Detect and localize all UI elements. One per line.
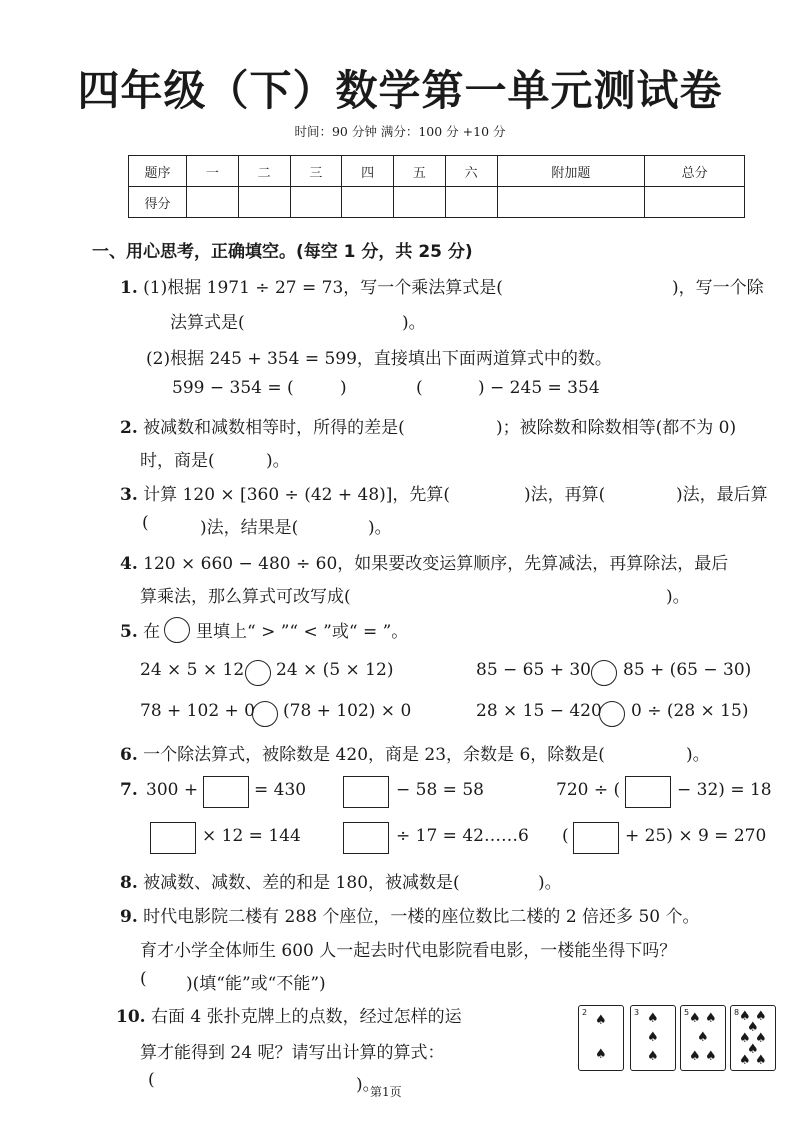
- score-cell[interactable]: [394, 187, 446, 218]
- question-2-line-1-end: )；被除数和除数相等(都不为 0): [496, 418, 737, 438]
- score-header-cell: 三: [290, 156, 342, 187]
- question-text: 时代电影院二楼有 288 个座位，一楼的座位数比二楼的 2 倍还多 50 个。: [143, 907, 700, 927]
- question-number: 8.: [120, 873, 138, 893]
- spade-icon: ♠: [647, 1030, 659, 1045]
- score-header-cell: 附加题: [497, 156, 645, 187]
- compare-left: 85 − 65 + 30: [476, 660, 591, 680]
- page-title: 四年级（下）数学第一单元测试卷: [77, 66, 723, 115]
- question-1-line-1-end: )，写一个除: [672, 278, 764, 298]
- score-table: [128, 155, 745, 218]
- compare-right: 0 ÷ (28 × 15): [631, 701, 749, 721]
- question-9-line-3: (: [140, 969, 147, 989]
- question-text: 右面 4 张扑克牌上的点数，经过怎样的运: [150, 1007, 462, 1027]
- score-cell[interactable]: [445, 187, 497, 218]
- spade-icon: ♠: [595, 1013, 607, 1028]
- comparison-circle[interactable]: [245, 660, 271, 686]
- equation-part: + 25) × 9 = 270: [625, 826, 767, 846]
- question-10-line-2: 算才能得到 24 呢？请写出计算的算式：: [140, 1043, 445, 1063]
- score-header-cell: 总分: [645, 156, 745, 187]
- score-table-score-row: [129, 187, 745, 218]
- question-number: 10.: [116, 1007, 146, 1027]
- spade-icon: ♠: [739, 1031, 751, 1046]
- question-number: 4.: [120, 554, 138, 574]
- equation-part: 720 ÷ (: [556, 780, 621, 800]
- spade-icon: ♠: [689, 1011, 701, 1026]
- question-3-line-2-mid: )法，结果是(: [200, 518, 299, 538]
- question-number: 9.: [120, 907, 138, 927]
- playing-card-2: [578, 1005, 624, 1071]
- compare-right: 24 × (5 × 12): [276, 660, 394, 680]
- spade-icon: ♠: [739, 1053, 751, 1068]
- equation-part: 300 +: [146, 780, 199, 800]
- spade-icon: ♠: [705, 1011, 717, 1026]
- question-2-line-2-end: )。: [266, 451, 290, 471]
- question-1-line-2: 法算式是(: [170, 313, 245, 333]
- compare-right: (78 + 102) × 0: [283, 701, 412, 721]
- score-header-cell: 一: [187, 156, 239, 187]
- question-1-expr-1-end: ): [340, 378, 347, 398]
- compare-left: 78 + 102 + 0: [140, 701, 255, 721]
- compare-right: 85 + (65 − 30): [623, 660, 752, 680]
- answer-box[interactable]: [343, 776, 389, 808]
- playing-card-3: [630, 1005, 676, 1071]
- equation-part: × 12 = 144: [202, 826, 301, 846]
- question-4-line-1: [120, 549, 728, 574]
- question-10-line-1: [116, 1002, 462, 1027]
- card-rank: 5: [684, 1008, 690, 1017]
- equation-part: = 430: [254, 780, 307, 800]
- score-cell[interactable]: [342, 187, 394, 218]
- section-heading: 一、用心思考，正确填空。(每空 1 分，共 25 分): [92, 242, 473, 262]
- question-9-line-2: 育才小学全体师生 600 人一起去时代电影院看电影，一楼能坐得下吗？: [140, 941, 677, 961]
- question-8-line-1-end: )。: [538, 873, 562, 893]
- spade-icon: ♠: [705, 1049, 717, 1064]
- question-1-expr-2: (: [416, 378, 423, 398]
- card-rank: 3: [634, 1008, 640, 1017]
- question-number: 2.: [120, 418, 138, 438]
- question-10-line-3-end: )。: [356, 1075, 380, 1095]
- card-rank: 8: [734, 1008, 740, 1017]
- question-1-expr-1: 599 − 354 = (: [172, 378, 294, 398]
- score-cell[interactable]: [290, 187, 342, 218]
- score-cell[interactable]: [497, 187, 645, 218]
- compare-left: 28 × 15 − 420: [476, 701, 602, 721]
- question-1-line-1: [120, 273, 503, 298]
- answer-box[interactable]: [343, 822, 389, 854]
- question-number: 3.: [120, 485, 138, 505]
- playing-card-5: [680, 1005, 726, 1071]
- exam-info: 时间：90 分钟 满分：100 分 +10 分: [294, 124, 506, 139]
- question-number: 1.: [120, 278, 138, 298]
- equation-part: − 58 = 58: [396, 780, 484, 800]
- question-9-line-1: [120, 902, 699, 927]
- spade-icon: ♠: [755, 1009, 767, 1024]
- question-3-line-1: [120, 480, 450, 505]
- question-text: 被减数和减数相等时，所得的差是(: [143, 418, 405, 438]
- question-2-line-2: 时，商是(: [140, 451, 215, 471]
- score-header-cell: 题序: [129, 156, 187, 187]
- score-row-label: 得分: [129, 187, 187, 218]
- score-header-cell: 四: [342, 156, 394, 187]
- spade-icon: ♠: [747, 1020, 759, 1035]
- spade-icon: ♠: [647, 1011, 659, 1026]
- comparison-circle[interactable]: [591, 660, 617, 686]
- question-text: 被减数、减数、差的和是 180，被减数是(: [143, 873, 460, 893]
- question-text: 一个除法算式，被除数是 420，商是 23，余数是 6，除数是(: [143, 745, 605, 765]
- compare-left: 24 × 5 × 12: [140, 660, 245, 680]
- spade-icon: ♠: [595, 1047, 607, 1062]
- question-10-line-3: (: [148, 1070, 155, 1090]
- page-number: 第1页: [370, 1085, 402, 1099]
- score-header-cell: 五: [394, 156, 446, 187]
- question-9-line-3-end: )(填“能”或“不能”): [186, 974, 326, 994]
- score-cell[interactable]: [238, 187, 290, 218]
- score-table-header-row: [129, 156, 745, 187]
- question-3-line-2-end: )。: [368, 518, 392, 538]
- question-1-line-2-end: )。: [402, 313, 426, 333]
- question-6-line-1-end: )。: [686, 745, 710, 765]
- spade-icon: ♠: [747, 1042, 759, 1057]
- spade-icon: ♠: [697, 1030, 709, 1045]
- question-text: (1)根据 1971 ÷ 27 = 73，写一个乘法算式是(: [143, 278, 503, 298]
- question-6-line-1: [120, 740, 605, 765]
- answer-box[interactable]: [150, 822, 196, 854]
- comparison-circle[interactable]: [164, 617, 190, 643]
- score-cell[interactable]: [645, 187, 745, 218]
- question-4-line-2: 算乘法，那么算式可改写成(: [140, 587, 351, 607]
- comparison-circle[interactable]: [252, 701, 278, 727]
- spade-icon: ♠: [755, 1031, 767, 1046]
- question-1-part-2: (2)根据 245 + 354 = 599，直接填出下面两道算式中的数。: [146, 349, 612, 369]
- question-text: 计算 120 × [360 ÷ (42 + 48)]，先算(: [143, 485, 451, 505]
- question-5-intro-b: 里填上“ > ”“ < ”或“ = ”。: [196, 622, 409, 642]
- playing-card-8: [730, 1005, 776, 1071]
- answer-box[interactable]: [625, 776, 671, 808]
- comparison-circle[interactable]: [599, 701, 625, 727]
- question-text: 120 × 660 − 480 ÷ 60，如果要改变运算顺序，先算减法，再算除法，最后: [143, 554, 729, 574]
- equation-part: ÷ 17 = 42……6: [396, 826, 529, 846]
- card-rank: 2: [582, 1008, 588, 1017]
- question-2-line-1: [120, 413, 405, 438]
- spade-icon: ♠: [647, 1049, 659, 1064]
- spade-icon: ♠: [755, 1053, 767, 1068]
- question-3-line-2: (: [142, 513, 149, 533]
- question-text: 在: [143, 622, 161, 642]
- question-3-line-1-end: )法，最后算: [676, 485, 768, 505]
- spade-icon: ♠: [689, 1049, 701, 1064]
- question-3-line-1-mid: )法，再算(: [524, 485, 606, 505]
- question-number: 5.: [120, 622, 138, 642]
- equation-part: (: [562, 826, 569, 846]
- score-cell[interactable]: [187, 187, 239, 218]
- question-5-intro-a: [120, 617, 160, 642]
- question-8-line-1: [120, 868, 460, 893]
- answer-box[interactable]: [573, 822, 619, 854]
- question-number: 6.: [120, 745, 138, 765]
- spade-icon: ♠: [739, 1009, 751, 1024]
- question-4-line-2-end: )。: [666, 587, 690, 607]
- score-header-cell: 六: [445, 156, 497, 187]
- score-header-cell: 二: [238, 156, 290, 187]
- answer-box[interactable]: [203, 776, 249, 808]
- question-number: 7.: [120, 780, 138, 800]
- equation-part: − 32) = 18: [677, 780, 772, 800]
- question-1-expr-2-end: ) − 245 = 354: [478, 378, 600, 398]
